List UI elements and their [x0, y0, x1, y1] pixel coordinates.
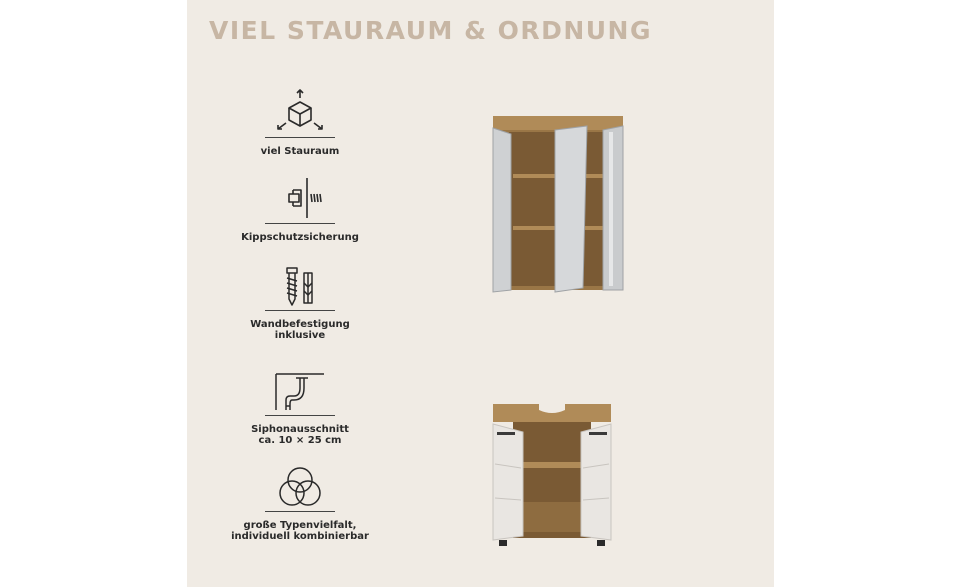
- screw-dowel-icon: [275, 265, 325, 307]
- divider: [265, 511, 335, 512]
- feature-variety: [220, 466, 380, 542]
- divider: [265, 415, 335, 416]
- page-title: VIEL STAURAUM & ORDNUNG: [209, 16, 652, 45]
- divider: [265, 137, 335, 138]
- feature-label: große Typenvielfalt,: [243, 520, 357, 531]
- siphon-pipe-icon: [270, 370, 330, 412]
- feature-label-line2: individuell kombinierbar: [231, 531, 369, 542]
- feature-storage: [220, 88, 380, 157]
- feature-label-line2: ca. 10 × 25 cm: [258, 435, 342, 446]
- vanity-cabinet-image: [487, 402, 617, 550]
- feature-wall-mounting: [220, 265, 380, 341]
- feature-tip-protection: [220, 176, 380, 243]
- feature-label: Wandbefestigung: [250, 319, 350, 330]
- feature-label: Siphonausschnitt: [251, 424, 349, 435]
- overlapping-circles-icon: [275, 466, 325, 508]
- divider: [265, 310, 335, 311]
- product-feature-panel: [187, 0, 774, 587]
- feature-siphon-cutout: [220, 370, 380, 446]
- divider: [265, 223, 335, 224]
- mirror-cabinet-image: [487, 114, 632, 294]
- wall-anchor-icon: [275, 176, 325, 220]
- feature-label: Kippschutzsicherung: [241, 232, 359, 243]
- feature-label-line2: inklusive: [274, 330, 326, 341]
- box-dimensions-icon: [275, 88, 325, 134]
- feature-label: viel Stauraum: [260, 146, 340, 157]
